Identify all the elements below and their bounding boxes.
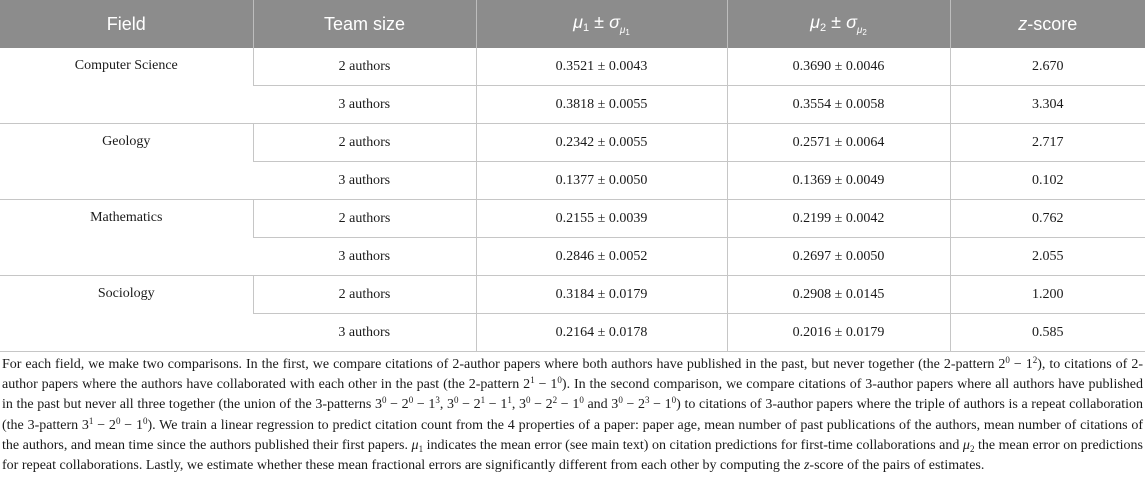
caption-sup: 1: [507, 395, 512, 406]
field-cell: Sociology: [0, 276, 253, 352]
header-field: Field: [0, 0, 253, 48]
caption-sup: 0: [618, 395, 623, 406]
header-zscore: [950, 0, 1145, 48]
caption-sup: 0: [1005, 355, 1010, 365]
mu2-cell: 0.2697 ± 0.0050: [727, 238, 950, 276]
header-row: [0, 0, 1145, 48]
caption-sup: 0: [454, 395, 459, 406]
caption-text: ). We train a linear regression to predict citation count from the 4 properties of a paper: paper age, mean number of past publications of the authors, mean number of citations of the authors, and mean time since the authors published their first papers.: [2, 417, 1143, 453]
table-row: [0, 48, 1145, 86]
caption-text: − 1: [534, 377, 558, 393]
caption-text: − 1: [557, 397, 580, 413]
team-size-cell: 3 authors: [253, 314, 476, 352]
header-mu1-sigma-sub: 1: [625, 27, 630, 37]
caption-mu: μ: [411, 437, 419, 453]
team-size-cell: 2 authors: [253, 200, 476, 238]
caption-sup: 1: [480, 395, 486, 406]
header-mu1-sub: 1: [583, 21, 590, 34]
caption-sup: 0: [557, 375, 562, 386]
header-mu2-sub: 2: [820, 21, 827, 34]
caption-text: , 3: [511, 397, 526, 413]
caption-text: -score of the pairs of estimates.: [809, 458, 985, 474]
caption-sup: 1: [530, 375, 535, 386]
team-size-cell: 3 authors: [253, 86, 476, 124]
caption-text: ). In the second comparison, we compare citations of 3-author papers where all authors have published in the past but never all three together (the union of the 3-patterns 3: [2, 377, 1143, 413]
team-size-cell: 2 authors: [253, 124, 476, 162]
caption-text: For each field, we make two comparisons. In the first, we compare citations of 2-author papers where both authors have published in the past, but never together (the 2-pattern 2: [2, 357, 1006, 372]
caption-sup: 2: [1032, 355, 1038, 365]
team-size-cell: 3 authors: [253, 162, 476, 200]
mu2-cell: 0.3690 ± 0.0046: [727, 48, 950, 86]
caption-sup: 0: [142, 415, 148, 426]
field-cell: Computer Science: [0, 48, 253, 124]
caption-sup: 0: [408, 395, 414, 406]
zscore-cell: 1.200: [950, 276, 1145, 314]
mu2-cell: 0.2908 ± 0.0145: [727, 276, 950, 314]
table-row: [0, 276, 1145, 314]
header-mu1-symbol: μ: [573, 11, 584, 32]
header-mu2-symbol: μ: [810, 11, 821, 32]
header-mu1-sigma: σ: [609, 11, 620, 32]
caption-text: − 2: [458, 397, 481, 413]
caption-sup: 2: [552, 395, 558, 406]
caption-sup: 0: [525, 395, 531, 406]
mu1-cell: 0.3184 ± 0.0179: [476, 276, 727, 314]
mu1-cell: 0.2164 ± 0.0178: [476, 314, 727, 352]
caption-sup: 1: [88, 415, 94, 426]
caption-text: and 3: [583, 397, 619, 413]
field-cell: Geology: [0, 124, 253, 200]
mu1-cell: 0.3818 ± 0.0055: [476, 86, 727, 124]
caption-sub: 2: [969, 443, 975, 454]
mu2-cell: 0.2199 ± 0.0042: [727, 200, 950, 238]
zscore-cell: 0.102: [950, 162, 1145, 200]
header-mu1-pm: ±: [594, 11, 605, 32]
header-mu1-sigma-mu: μ: [619, 24, 626, 36]
caption-sup: 0: [382, 395, 387, 406]
caption-sup: 0: [115, 415, 121, 426]
table-row: [0, 124, 1145, 162]
caption-text: − 1: [1009, 357, 1033, 372]
header-mu1: [476, 0, 727, 48]
header-mu2: [727, 0, 950, 48]
mu1-cell: 0.2155 ± 0.0039: [476, 200, 727, 238]
caption-text: − 1: [413, 397, 436, 413]
caption-text: indicates the mean error (see main text) on citation predictions for first-time collaborations and: [423, 437, 963, 453]
caption-text: − 1: [649, 397, 672, 413]
header-mu2-sigma-sub: 2: [862, 27, 867, 37]
header-z: z: [1018, 13, 1028, 34]
caption-text: − 2: [622, 397, 645, 413]
caption-sub: 1: [418, 443, 424, 454]
caption-sup: 3: [644, 395, 650, 406]
caption-sup: 0: [671, 395, 677, 406]
caption-sup: 0: [579, 395, 584, 406]
zscore-cell: 2.717: [950, 124, 1145, 162]
zscore-cell: 0.762: [950, 200, 1145, 238]
team-size-cell: 2 authors: [253, 276, 476, 314]
table-row: [0, 200, 1145, 238]
caption-text: the mean error on predictions for repeat collaborations. Lastly, we estimate whether these mean fractional errors are significantly different from each other by computing the: [2, 437, 1143, 474]
caption-sup: 3: [435, 395, 440, 406]
mu2-cell: 0.2571 ± 0.0064: [727, 124, 950, 162]
header-score: -score: [1027, 13, 1078, 34]
zscore-cell: 3.304: [950, 86, 1145, 124]
mu1-cell: 0.2846 ± 0.0052: [476, 238, 727, 276]
team-size-cell: 3 authors: [253, 238, 476, 276]
caption-text: ) to citations of 3-author papers where the triple of authors is a repeat collaboration (the 3-pattern 3: [2, 397, 1143, 433]
header-mu2-sigma: σ: [846, 11, 857, 32]
caption-z: z: [803, 458, 810, 474]
caption-text: − 1: [485, 397, 508, 413]
header-team-size: Team size: [253, 0, 476, 48]
header-mu2-sigma-mu: μ: [856, 24, 863, 36]
mu1-cell: 0.3521 ± 0.0043: [476, 48, 727, 86]
mu1-cell: 0.2342 ± 0.0055: [476, 124, 727, 162]
field-cell: Mathematics: [0, 200, 253, 276]
caption-text: − 2: [386, 397, 409, 413]
zscore-cell: 2.670: [950, 48, 1145, 86]
caption-text: − 2: [93, 417, 116, 433]
mu2-cell: 0.1369 ± 0.0049: [727, 162, 950, 200]
team-size-cell: 2 authors: [253, 48, 476, 86]
mu1-cell: 0.1377 ± 0.0050: [476, 162, 727, 200]
mu2-cell: 0.3554 ± 0.0058: [727, 86, 950, 124]
caption-text: − 2: [530, 397, 553, 413]
caption-text: − 1: [120, 417, 143, 433]
header-mu2-pm: ±: [831, 11, 842, 32]
table-caption: [0, 352, 1145, 476]
mu2-cell: 0.2016 ± 0.0179: [727, 314, 950, 352]
zscore-cell: 2.055: [950, 238, 1145, 276]
zscore-cell: 0.585: [950, 314, 1145, 352]
caption-mu: μ: [962, 437, 970, 453]
caption-text: , 3: [439, 397, 454, 413]
caption-text: ), to citations of 2-author papers where the authors have collaborated with each other in the past (the 2-pattern 2: [2, 357, 1143, 393]
